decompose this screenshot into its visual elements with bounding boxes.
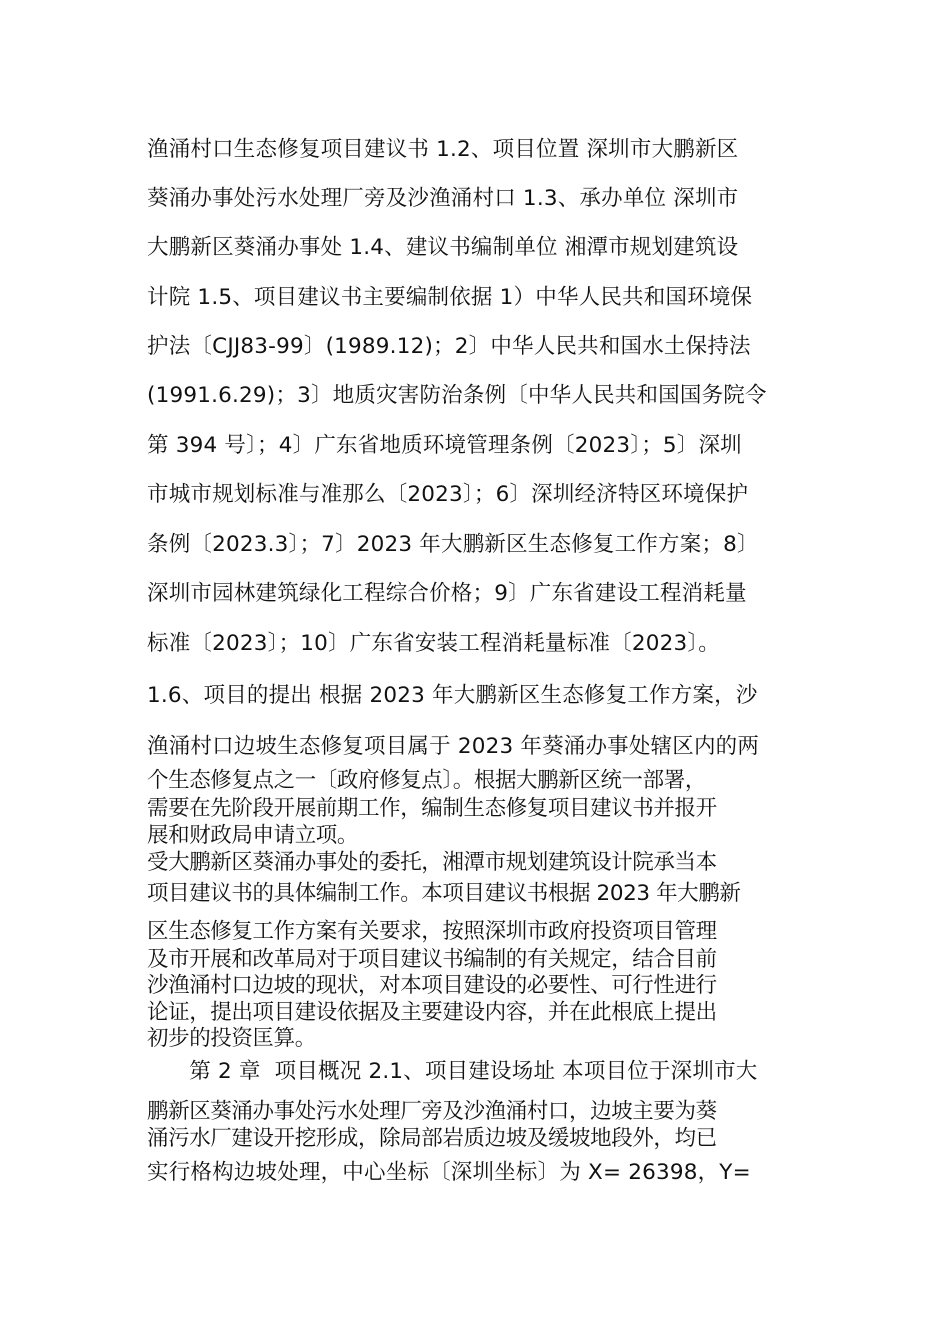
- text-line: 展和财政局申请立项。: [147, 823, 359, 848]
- text-line: 1.6、项目的提出 根据 2023 年大鹏新区生态修复工作方案，沙: [147, 683, 758, 708]
- text-line: 区生态修复工作方案有关要求，按照深圳市政府投资项目管理: [147, 919, 717, 944]
- text-line: 护法〔CJJ83-99〕(1989.12)；2〕中华人民共和国水土保持法: [147, 334, 751, 359]
- text-line: 第 2 章 项目概况 2.1、项目建设场址 本项目位于深圳市大: [147, 1059, 758, 1084]
- text-line: 深圳市园林建筑绿化工程综合价格；9〕广东省建设工程消耗量: [147, 581, 747, 606]
- text-line: 需要在先阶段开展前期工作，编制生态修复项目建议书并报开: [147, 796, 717, 821]
- text-line: 标准〔2023〕；10〕广东省安装工程消耗量标准〔2023〕。: [147, 631, 720, 656]
- text-line: 鹏新区葵涌办事处污水处理厂旁及沙渔涌村口，边坡主要为葵: [147, 1099, 717, 1124]
- text-line: 大鹏新区葵涌办事处 1.4、建议书编制单位 湘潭市规划建筑设: [147, 235, 739, 260]
- text-line: (1991.6.29)；3〕地质灾害防治条例〔中华人民共和国国务院令: [147, 383, 767, 408]
- text-line: 渔涌村口生态修复项目建议书 1.2、项目位置 深圳市大鹏新区: [147, 137, 739, 162]
- text-line: 计院 1.5、项目建议书主要编制依据 1）中华人民共和国环境保: [147, 285, 753, 310]
- text-line: 个生态修复点之一〔政府修复点〕。根据大鹏新区统一部署，: [147, 768, 706, 793]
- text-line: 及市开展和改革局对于项目建议书编制的有关规定，结合目前: [147, 947, 717, 972]
- text-line: 初步的投资匡算。: [147, 1026, 316, 1051]
- text-line: 葵涌办事处污水处理厂旁及沙渔涌村口 1.3、承办单位 深圳市: [147, 186, 739, 211]
- text-line: 涌污水厂建设开挖形成，除局部岩质边坡及缓坡地段外，均已: [147, 1126, 717, 1151]
- text-line: 条例〔2023.3〕；7〕2023 年大鹏新区生态修复工作方案；8〕: [147, 532, 759, 557]
- text-line: 沙渔涌村口边坡的现状，对本项目建设的必要性、可行性进行: [147, 973, 717, 998]
- text-line: 第 394 号〕；4〕广东省地质环境管理条例〔2023〕；5〕深圳: [147, 433, 742, 458]
- text-line: 实行格构边坡处理，中心坐标〔深圳坐标〕为 X= 26398，Y=: [147, 1160, 751, 1185]
- text-line: 市城市规划标准与准那么〔2023〕；6〕深圳经济特区环境保护: [147, 482, 749, 507]
- text-line: 渔涌村口边坡生态修复项目属于 2023 年葵涌办事处辖区内的两: [147, 734, 760, 759]
- text-line: 项目建议书的具体编制工作。本项目建议书根据 2023 年大鹏新: [147, 881, 741, 906]
- text-line: 受大鹏新区葵涌办事处的委托，湘潭市规划建筑设计院承当本: [147, 850, 717, 875]
- text-line: 论证，提出项目建设依据及主要建设内容，并在此根底上提出: [147, 1000, 717, 1025]
